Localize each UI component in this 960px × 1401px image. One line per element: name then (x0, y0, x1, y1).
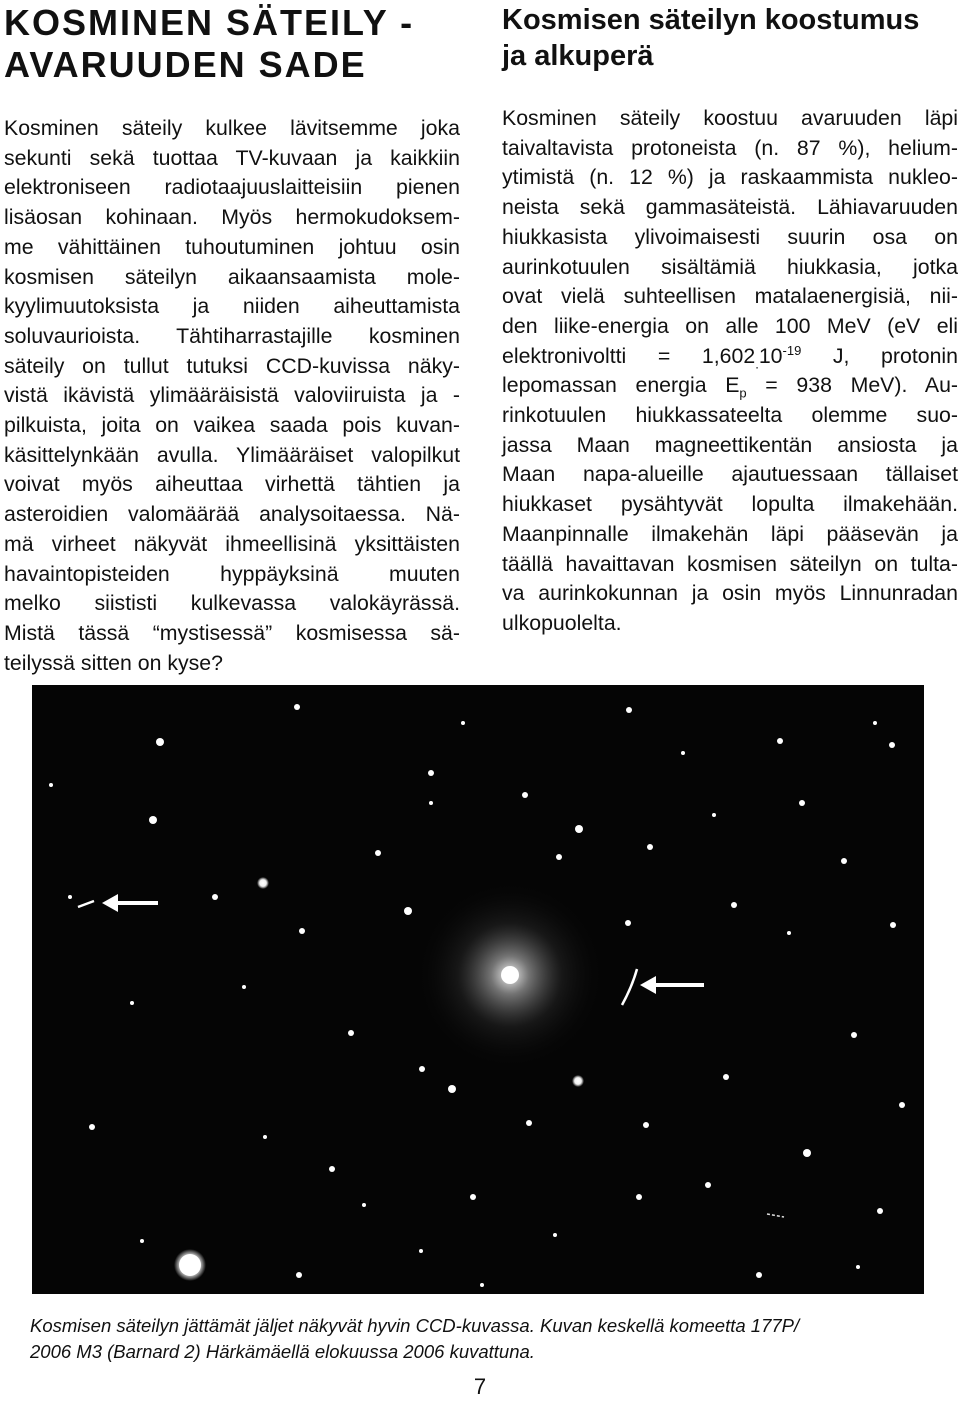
star (647, 844, 653, 850)
mass-formula-line (502, 371, 958, 401)
star (731, 902, 737, 908)
text-line: taivaltavista protoneista (n. 87 %), helium- (502, 135, 958, 160)
star (681, 751, 685, 755)
left-column (4, 0, 460, 675)
text-line: va aurinkokunnan ja osin myös Linnunradan (502, 581, 958, 606)
star (242, 985, 246, 989)
star (419, 1066, 425, 1072)
text-line: mä virheet näkyvät ihmeellisinä yksittäisten (4, 531, 460, 556)
text-line: Maan napa-alueille ajautuessaan tällaiset (502, 462, 958, 487)
star (889, 742, 895, 748)
star (712, 813, 716, 817)
comet-nucleus (501, 966, 519, 984)
star (299, 928, 305, 934)
ccd-photo-svg (32, 685, 924, 1294)
text-line: me vähittäinen tuhoutuminen johtuu osin (4, 234, 460, 259)
star (130, 1001, 134, 1005)
text-line: säteily on tullut tutuksi CCD-kuvissa näky- (4, 353, 460, 378)
text-line: rinkotuulen hiukkassateelta olemme suo- (502, 403, 958, 428)
text-line: voivat myös aiheuttaa virhettä tähtien ja (4, 472, 460, 497)
mass-subscript: p (739, 385, 747, 401)
bright-star-core (179, 1254, 201, 1276)
section-heading-line: ja alkuperä (502, 40, 654, 72)
star (156, 738, 164, 746)
star (851, 1032, 857, 1038)
text-line: elektroniseen radiotaajuuslaitteisiin pienen (4, 175, 460, 200)
caption-line: 2006 M3 (Barnard 2) Härkämäellä elokuussa 2006 kuvattuna. (30, 1341, 535, 1362)
star (625, 920, 631, 926)
text-line: Kosminen säteily kulkee lävitsemme joka (4, 116, 460, 140)
star (636, 1194, 642, 1200)
star (756, 1272, 762, 1278)
star (375, 850, 381, 856)
text-line: Kosminen säteily koostuu avaruuden läpi (502, 106, 958, 130)
star (799, 800, 805, 806)
mass-pre: lepomassan energia E (502, 373, 740, 398)
star (448, 1085, 456, 1093)
section-heading (502, 2, 958, 74)
text-line: täällä havaittavan kosmisen säteilyn on tulta- (502, 551, 958, 576)
text-line: hiukkaset pysähtyvät lopulta ilmakehään. (502, 492, 958, 517)
photo-caption (30, 1313, 930, 1365)
text-line: jassa Maan magneettikentän ansiosta ja (502, 432, 958, 457)
star (470, 1194, 476, 1200)
text-line: käsittelynkään avulla. Ylimääräiset valopilkut (4, 442, 460, 467)
article-title-line: AVARUUDEN SADE (4, 44, 367, 85)
energy-formula-line (502, 342, 958, 372)
star (329, 1166, 335, 1172)
star (877, 1208, 883, 1214)
star (49, 783, 53, 787)
text-line: asteroidien valomäärää analysoitaessa. Nä- (4, 502, 460, 527)
section-heading-line: Kosmisen säteilyn koostumus (502, 4, 920, 36)
energy-pre: elektronivoltti = 1,602 (502, 343, 756, 368)
caption-line: Kosmisen säteilyn jättämät jäljet näkyvät hyvin CCD-kuvassa. Kuvan keskellä komeetta 177P/ (30, 1315, 800, 1336)
article-title-line: KOSMINEN SÄTEILY - (4, 2, 415, 43)
star (723, 1074, 729, 1080)
star (294, 704, 300, 710)
star (348, 1030, 354, 1036)
text-line: Maanpinnalle ilmakehän läpi pääsevän ja (502, 521, 958, 546)
star (777, 738, 783, 744)
energy-exponent: -19 (782, 342, 802, 358)
star (296, 1272, 302, 1278)
star (572, 1075, 584, 1087)
text-line: soluvaurioista. Tähtiharrastajille kosminen (4, 323, 460, 348)
text-line: lisäosan kohinaan. Myös hermokudoksem- (4, 205, 460, 230)
energy-dot: . (755, 355, 759, 371)
star (263, 1135, 267, 1139)
star (873, 721, 877, 725)
text-line: neista sekä gammasäteistä. Lähiavaruuden (502, 195, 958, 220)
star (140, 1239, 144, 1243)
star (890, 922, 896, 928)
star (212, 894, 218, 900)
text-line: kosmisen säteilyn aikaansaamista mole- (4, 264, 460, 289)
text-line: teilyssä sitten on kyse? (4, 650, 223, 675)
energy-base: 10 (758, 343, 783, 368)
star (899, 1102, 905, 1108)
star (705, 1182, 711, 1188)
star (89, 1124, 95, 1130)
star (257, 877, 269, 889)
article-title (4, 2, 460, 86)
star (429, 801, 433, 805)
ccd-photo (32, 685, 924, 1294)
star (362, 1203, 366, 1207)
star (522, 792, 528, 798)
text-line: Mistä tässä “mystisessä” kosmisessa sä- (4, 620, 460, 645)
text-line: kyylimuutoksista ja niiden aiheuttamista (4, 294, 460, 319)
star (556, 854, 562, 860)
star (526, 1120, 532, 1126)
star (480, 1283, 484, 1287)
star (643, 1122, 649, 1128)
star (419, 1249, 423, 1253)
text-line: ovat vielä suhteellisen matalaenergisiä, nii- (502, 284, 958, 309)
text-line: ytimistä (n. 12 %) ja raskaammista nukleo- (502, 165, 958, 190)
star (461, 721, 465, 725)
text-line: sekunti sekä tuottaa TV-kuvaan ja kaikkiin (4, 145, 460, 170)
star (428, 770, 434, 776)
text-line: pilkuista, joita on vaikea saada pois kuvan- (4, 413, 460, 438)
star (68, 895, 72, 899)
star (803, 1149, 811, 1157)
text-line: den liike-energia on alle 100 MeV (eV eli (502, 313, 958, 338)
text-line: aurinkotuulen sisältämiä hiukkasia, jotka (502, 254, 958, 279)
text-line: vistä ikävistä ylimääräisistä valoviiruista ja - (4, 383, 460, 408)
composition-paragraph (502, 104, 958, 639)
star (149, 816, 157, 824)
intro-paragraph (4, 114, 460, 678)
star (856, 1265, 860, 1269)
text-line: ulkopuolelta. (502, 610, 622, 635)
energy-post: J, protonin (801, 343, 958, 368)
text-line: hiukkasista ylivoimaisesti suurin osa on (502, 224, 958, 249)
text-line: melko siististi kulkevassa valokäyrässä. (4, 591, 460, 616)
star (553, 1233, 557, 1237)
star (626, 707, 632, 713)
star (404, 907, 412, 915)
star (575, 825, 583, 833)
text-line: havaintopisteiden hyppäyksinä muuten (4, 561, 460, 586)
right-column (502, 0, 959, 635)
mass-post: = 938 MeV). Au- (746, 373, 959, 398)
page-number: 7 (473, 1374, 487, 1399)
star (787, 931, 791, 935)
star (841, 858, 847, 864)
